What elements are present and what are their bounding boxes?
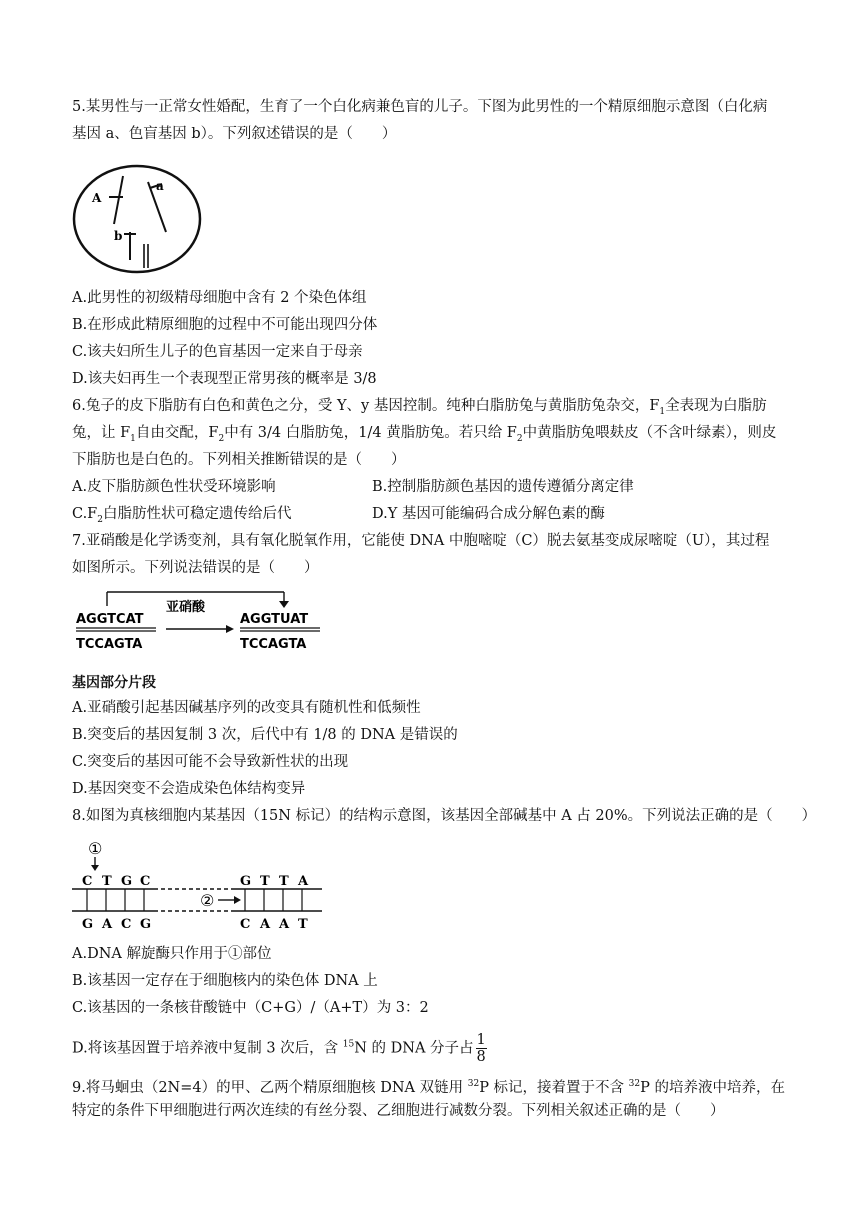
svg-text:C: C bbox=[121, 917, 132, 932]
svg-text:A: A bbox=[279, 917, 290, 932]
q6-option-c: $C.F_2$白脂肪性状可稳定遗传给后代 bbox=[72, 506, 292, 525]
q9-stem-line2: 特定的条件下甲细胞进行两次连续的有丝分裂、乙细胞进行减数分裂。下列相关叙述正确的是（ ） bbox=[72, 1103, 725, 1119]
q8-option-d: D.将该基因置于培养液中复制 3 次后，含 $^{15}$N 的 DNA 分子占 $\frac{1}{8}$ bbox=[72, 1032, 486, 1065]
svg-text:G: G bbox=[140, 917, 152, 932]
allele-label-a: a bbox=[156, 179, 164, 193]
q6-option-a: A.皮下脂肪颜色性状受环境影响 bbox=[72, 479, 276, 495]
reagent-label: 亚硝酸 bbox=[166, 600, 206, 615]
svg-text:G: G bbox=[121, 874, 133, 889]
svg-text:G: G bbox=[82, 917, 94, 932]
allele-label-A: A bbox=[92, 191, 102, 205]
svg-text:T: T bbox=[298, 917, 308, 932]
svg-text:T: T bbox=[260, 874, 270, 889]
site-marker-1: ① bbox=[88, 839, 103, 858]
q6-stem-line3: 下脂肪也是白色的。下列相关推断错误的是（ ） bbox=[72, 452, 406, 468]
q6-stem-line2: 兔，让 $F_1$自由交配，$F_2$中有 3/4 白脂肪兔，1/4 黄脂肪兔。若只给 $F_2$中黄脂肪兔喂麸皮（不含叶绿素），则皮 bbox=[72, 425, 777, 444]
allele-label-b: b bbox=[114, 229, 123, 243]
svg-text:C: C bbox=[140, 874, 151, 889]
arrow-head bbox=[279, 601, 289, 608]
q8-option-b: B.该基因一定存在于细胞核内的染色体 DNA 上 bbox=[72, 973, 378, 989]
q6-stem-line1: 6.兔子的皮下脂肪有白色和黄色之分，受 Y、y 基因控制。纯种白脂肪兔与黄脂肪兔杂交，$F_1$全表现为白脂肪 bbox=[72, 398, 767, 417]
left-bottom-strand: TCCAGTA bbox=[76, 637, 143, 652]
q5-stem-line1: 5.某男性与一正常女性婚配，生育了一个白化病兼色盲的儿子。下图为此男性的一个精原细胞示意图（白化病 bbox=[72, 99, 768, 115]
q7-option-d: D.基因突变不会造成染色体结构变异 bbox=[72, 781, 306, 797]
svg-text:T: T bbox=[279, 874, 289, 889]
svg-text:A: A bbox=[102, 917, 113, 932]
q7-option-c: C.突变后的基因可能不会导致新性状的出现 bbox=[72, 754, 349, 770]
right-bottom-strand: TCCAGTA bbox=[240, 637, 307, 652]
mutation-figure bbox=[70, 586, 330, 656]
gene-structure-figure bbox=[68, 836, 328, 936]
q8-stem: 8.如图为真核细胞内某基因（15N 标记）的结构示意图，该基因全部碱基中 A 占 20%。下列说法正确的是（ ） bbox=[72, 808, 817, 824]
chromosome-A bbox=[114, 176, 123, 224]
q7-stem-line1: 7.亚硝酸是化学诱变剂，具有氧化脱氧作用，它能使 DNA 中胞嘧啶（C）脱去氨基变成尿嘧啶（U），其过程 bbox=[72, 533, 770, 549]
svg-text:C: C bbox=[82, 874, 93, 889]
spermatogonium-figure bbox=[68, 160, 208, 280]
site-marker-2: ② bbox=[200, 891, 215, 910]
svg-text:T: T bbox=[102, 874, 112, 889]
q7-stem-line2: 如图所示。下列说法错误的是（ ） bbox=[72, 560, 319, 576]
q5-option-a: A.此男性的初级精母细胞中含有 2 个染色体组 bbox=[72, 290, 367, 306]
right-top-strand: AGGTUAT bbox=[240, 612, 309, 627]
q5-option-d: D.该夫妇再生一个表现型正常男孩的概率是 3/8 bbox=[72, 371, 377, 387]
q9-stem-line1: 9.将马蛔虫（2N=4）的甲、乙两个精原细胞核 DNA 双链用 $^{32}$P 标记，接着置于不含 $^{32}$P 的培养液中培养，在 bbox=[72, 1079, 785, 1096]
q5-option-b: B.在形成此精原细胞的过程中不可能出现四分体 bbox=[72, 317, 378, 333]
q5-stem-line2: 基因 a、色盲基因 b）。下列叙述错误的是（ ） bbox=[72, 126, 397, 142]
q7-option-a: A.亚硝酸引起基因碱基序列的改变具有随机性和低频性 bbox=[72, 700, 421, 716]
svg-text:A: A bbox=[298, 874, 309, 889]
q8-option-a: A.DNA 解旋酶只作用于①部位 bbox=[72, 946, 272, 962]
svg-text:G: G bbox=[240, 874, 252, 889]
svg-text:A: A bbox=[260, 917, 271, 932]
q7-option-b: B.突变后的基因复制 3 次，后代中有 1/8 的 DNA 是错误的 bbox=[72, 727, 458, 743]
q6-option-d: D.Y 基因可能编码合成分解色素的酶 bbox=[372, 506, 605, 522]
q5-option-c: C.该夫妇所生儿子的色盲基因一定来自于母亲 bbox=[72, 344, 363, 360]
q6-option-b: B.控制脂肪颜色基因的遗传遵循分离定律 bbox=[372, 479, 634, 495]
fraction: $\frac{1}{8}$ bbox=[476, 1032, 486, 1065]
cell-membrane bbox=[74, 166, 200, 272]
process-arrow bbox=[226, 625, 234, 633]
left-top-strand: AGGTCAT bbox=[76, 612, 144, 627]
q8-option-c: C.该基因的一条核苷酸链中（C+G）/（A+T）为 3：2 bbox=[72, 1000, 429, 1016]
q7-figure-caption: 基因部分片段 bbox=[72, 675, 156, 691]
svg-text:C: C bbox=[240, 917, 251, 932]
